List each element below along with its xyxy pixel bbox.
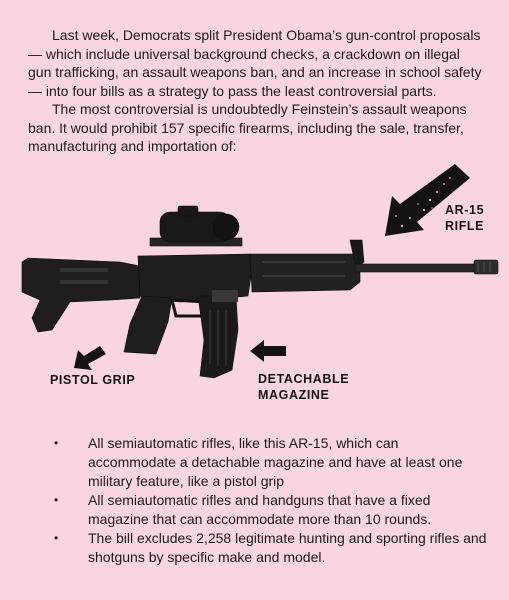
ar15-rifle-label: [445, 202, 484, 234]
magazine-label-line2: MAGAZINE: [258, 388, 330, 402]
list-item-text: All semiautomatic rifles and handguns that have a fixed magazine that can accommodate more than 10 rounds.: [88, 492, 432, 527]
detachable-magazine-label: [258, 371, 349, 403]
magazine-arrow-icon: [250, 340, 286, 362]
list-item-text: All semiautomatic rifles, like this AR-15, which can accommodate a detachable magazine and have at least one military feature, like a pistol grip: [88, 435, 463, 489]
rifle-figure: [0, 150, 509, 400]
pistol-grip-label-text: PISTOL GRIP: [50, 373, 136, 387]
pistol-grip-label: [50, 372, 135, 388]
bullet-icon: •: [54, 531, 59, 545]
magazine-label-line1: DETACHABLE: [258, 372, 350, 386]
ar15-label-line1: AR-15: [445, 203, 485, 217]
list-item: [50, 491, 490, 529]
pistol-grip-arrow-icon: [74, 346, 106, 370]
list-item-text: The bill excludes 2,258 legitimate hunting and sporting rifles and shotguns by specific make and model.: [88, 530, 487, 565]
article-intro: [28, 26, 486, 156]
ban-provisions-list: [50, 434, 490, 567]
rifle-illustration: [0, 150, 509, 400]
bullet-icon: •: [54, 493, 59, 507]
ar15-label-line2: RIFLE: [445, 219, 485, 233]
paragraph-2: The most controversial is undoubtedly Feinstein’s assault weapons ban. It would prohibit 157 specific firearms, including the sale, transfer, manufacturing and importation of:: [28, 101, 467, 154]
paragraph-1: Last week, Democrats split President Obama’s gun-control proposals — which include universal background checks, a crackdown on illegal gun trafficking, an assault weapons ban, and an increase in school safety — into four bills as a strategy to pass the least controversial parts.: [28, 27, 482, 99]
list-item: [50, 529, 490, 567]
list-item: [50, 434, 490, 491]
bullet-icon: •: [54, 436, 59, 450]
